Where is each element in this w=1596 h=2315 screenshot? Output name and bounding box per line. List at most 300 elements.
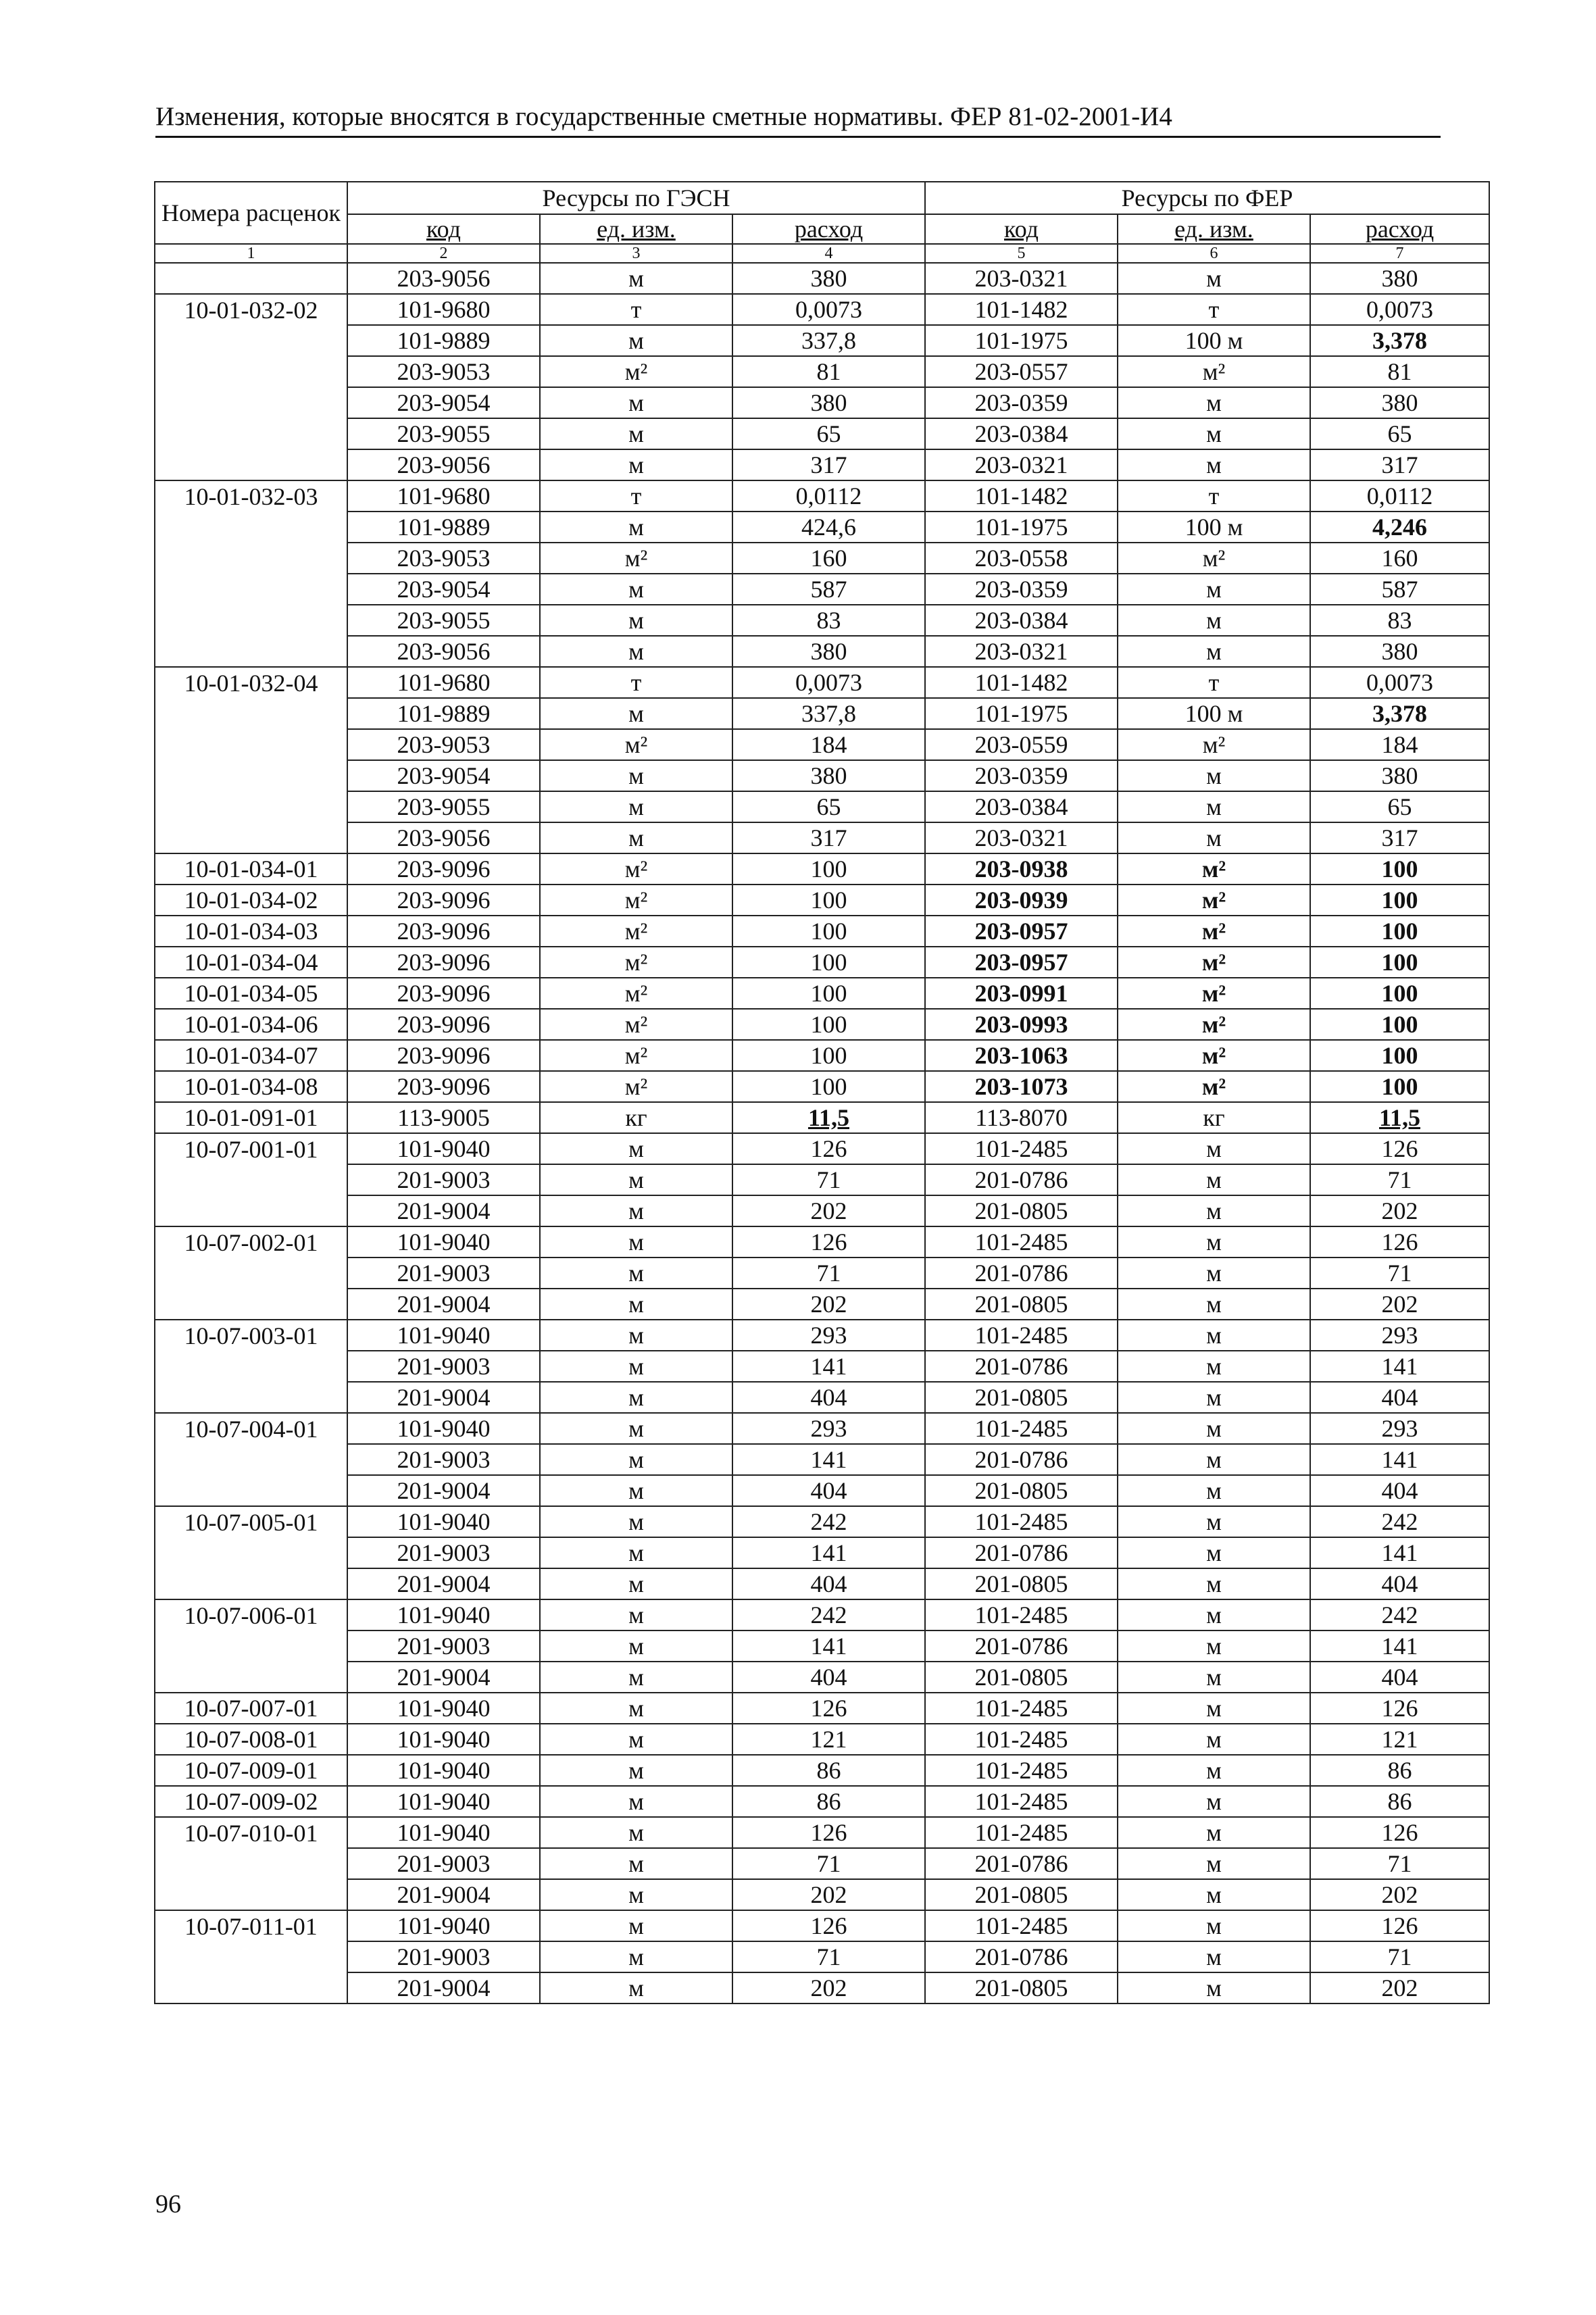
fer-unit-cell: т [1118,294,1310,325]
gesn-code-cell: 203-9056 [347,263,540,294]
fer-amount-cell: 100 [1310,947,1489,978]
table-row [155,636,1489,667]
fer-unit-cell: м² [1118,1071,1310,1102]
gesn-unit-cell: м [540,791,732,822]
fer-amount-cell: 100 [1310,853,1489,885]
rate-number-cell [155,574,347,605]
gesn-unit-cell: м [540,263,732,294]
fer-amount-cell: 100 [1310,1009,1489,1040]
gesn-amount-cell: 0,0112 [732,480,925,512]
fer-amount-cell: 0,0073 [1310,667,1489,698]
gesn-code-cell: 201-9003 [347,1537,540,1568]
fer-code-cell: 203-0939 [925,885,1118,916]
gesn-unit-cell: м [540,1351,732,1382]
gesn-amount-cell: 100 [732,1040,925,1071]
table-row [155,1195,1489,1226]
fer-unit-cell: м [1118,1475,1310,1506]
gesn-code-cell: 101-9040 [347,1320,540,1351]
col-number: 6 [1118,244,1310,263]
gesn-code-cell: 203-9056 [347,822,540,853]
fer-amount-cell: 4,246 [1310,512,1489,543]
table-row [155,1537,1489,1568]
col-number: 4 [732,244,925,263]
gesn-amount-cell: 202 [732,1972,925,2003]
fer-amount-cell: 160 [1310,543,1489,574]
gesn-amount-cell: 242 [732,1506,925,1537]
fer-unit-cell: м [1118,1972,1310,2003]
rate-number-cell: 10-07-008-01 [155,1724,347,1755]
gesn-code-cell: 201-9004 [347,1972,540,2003]
rate-number-cell: 10-07-003-01 [155,1320,347,1351]
gesn-unit-cell: м [540,1537,732,1568]
fer-code-cell: 203-0359 [925,574,1118,605]
table-row [155,480,1489,512]
table-row [155,449,1489,480]
gesn-amount-cell: 404 [732,1662,925,1693]
rate-number-cell [155,1631,347,1662]
resources-table [154,181,1490,2004]
fer-unit-cell: м [1118,449,1310,480]
rate-number-cell [155,1258,347,1289]
table-row [155,605,1489,636]
gesn-unit-cell: м [540,1755,732,1786]
rate-number-cell [155,1164,347,1195]
gesn-code-cell: 101-9040 [347,1506,540,1537]
fer-unit-cell: м² [1118,947,1310,978]
gesn-amount-cell: 202 [732,1195,925,1226]
gesn-code-cell: 201-9004 [347,1879,540,1910]
fer-amount-cell: 380 [1310,760,1489,791]
rate-number-cell [155,605,347,636]
rate-number-cell [155,729,347,760]
fer-code-cell: 203-0557 [925,356,1118,387]
gesn-amount-cell: 380 [732,760,925,791]
gesn-unit-cell: т [540,294,732,325]
table-row [155,1631,1489,1662]
fer-amount-cell: 202 [1310,1972,1489,2003]
table-row [155,1102,1489,1133]
rate-number-cell [155,791,347,822]
gesn-amount-cell: 293 [732,1413,925,1444]
table-row [155,853,1489,885]
rate-number-cell [155,1537,347,1568]
table-row [155,1071,1489,1102]
gesn-amount-cell: 86 [732,1755,925,1786]
fer-unit-cell: м [1118,1289,1310,1320]
table-row [155,1910,1489,1941]
table-row [155,1289,1489,1320]
fer-amount-cell: 65 [1310,791,1489,822]
fer-amount-cell: 100 [1310,978,1489,1009]
gesn-code-cell: 101-9889 [347,512,540,543]
fer-code-cell: 101-2485 [925,1413,1118,1444]
fer-amount-cell: 126 [1310,1910,1489,1941]
group-fer-header: Ресурсы по ФЕР [925,182,1489,214]
table-row [155,1475,1489,1506]
gesn-amount-cell: 202 [732,1879,925,1910]
fer-unit-cell: м [1118,1941,1310,1972]
gesn-unit-cell: м² [540,729,732,760]
fer-unit-cell: м [1118,1133,1310,1164]
gesn-code-cell: 201-9004 [347,1382,540,1413]
table-row [155,1599,1489,1631]
fer-amount-cell: 86 [1310,1786,1489,1817]
gesn-code-cell: 203-9053 [347,543,540,574]
fer-amount-cell: 141 [1310,1351,1489,1382]
subheader-fer-code: код [925,214,1118,244]
gesn-amount-cell: 160 [732,543,925,574]
gesn-code-cell: 101-9040 [347,1786,540,1817]
fer-unit-cell: м [1118,1258,1310,1289]
fer-amount-cell: 126 [1310,1226,1489,1258]
gesn-code-cell: 113-9005 [347,1102,540,1133]
fer-unit-cell: м [1118,1817,1310,1848]
gesn-unit-cell: м [540,698,732,729]
gesn-unit-cell: м [540,1910,732,1941]
gesn-unit-cell: м [540,1475,732,1506]
table-row [155,1320,1489,1351]
gesn-code-cell: 203-9096 [347,853,540,885]
table-row [155,1879,1489,1910]
gesn-unit-cell: м [540,1879,732,1910]
gesn-unit-cell: м² [540,885,732,916]
fer-code-cell: 101-2485 [925,1755,1118,1786]
gesn-unit-cell: м² [540,853,732,885]
fer-unit-cell: 100 м [1118,698,1310,729]
gesn-amount-cell: 141 [732,1444,925,1475]
gesn-code-cell: 201-9003 [347,1848,540,1879]
header-row-sub [155,214,1489,244]
fer-amount-cell: 71 [1310,1941,1489,1972]
rate-number-cell: 10-01-034-03 [155,916,347,947]
fer-amount-cell: 404 [1310,1568,1489,1599]
gesn-amount-cell: 65 [732,791,925,822]
fer-amount-cell: 404 [1310,1382,1489,1413]
fer-code-cell: 201-0805 [925,1382,1118,1413]
gesn-unit-cell: т [540,480,732,512]
gesn-code-cell: 101-9040 [347,1599,540,1631]
gesn-amount-cell: 404 [732,1568,925,1599]
rate-number-cell [155,449,347,480]
fer-unit-cell: м [1118,636,1310,667]
rate-number-cell: 10-01-034-04 [155,947,347,978]
gesn-amount-cell: 202 [732,1289,925,1320]
gesn-unit-cell: м [540,1320,732,1351]
fer-amount-cell: 141 [1310,1444,1489,1475]
fer-code-cell: 201-0786 [925,1351,1118,1382]
fer-amount-cell: 83 [1310,605,1489,636]
table-row [155,698,1489,729]
table-row [155,1226,1489,1258]
gesn-unit-cell: м [540,1724,732,1755]
gesn-amount-cell: 71 [732,1848,925,1879]
gesn-code-cell: 203-9096 [347,978,540,1009]
fer-unit-cell: м [1118,418,1310,449]
col-number: 2 [347,244,540,263]
gesn-code-cell: 201-9003 [347,1941,540,1972]
fer-amount-cell: 86 [1310,1755,1489,1786]
gesn-code-cell: 201-9004 [347,1568,540,1599]
gesn-unit-cell: м² [540,1071,732,1102]
fer-unit-cell: м [1118,1351,1310,1382]
table-row [155,760,1489,791]
gesn-amount-cell: 71 [732,1941,925,1972]
table-row [155,1693,1489,1724]
table-row [155,1817,1489,1848]
fer-unit-cell: м [1118,1444,1310,1475]
fer-amount-cell: 293 [1310,1413,1489,1444]
gesn-unit-cell: м [540,1506,732,1537]
gesn-amount-cell: 71 [732,1258,925,1289]
gesn-unit-cell: м [540,1133,732,1164]
gesn-unit-cell: м [540,1195,732,1226]
table-row [155,418,1489,449]
gesn-unit-cell: м [540,1662,732,1693]
rate-number-cell [155,325,347,356]
gesn-unit-cell: м [540,1693,732,1724]
gesn-amount-cell: 121 [732,1724,925,1755]
gesn-unit-cell: м [540,1568,732,1599]
table-row [155,978,1489,1009]
gesn-unit-cell: м [540,1413,732,1444]
fer-unit-cell: м² [1118,885,1310,916]
gesn-code-cell: 201-9004 [347,1195,540,1226]
rate-number-cell [155,543,347,574]
subheader-gesn-unit: ед. изм. [540,214,732,244]
table-row [155,1133,1489,1164]
fer-unit-cell: м [1118,1195,1310,1226]
gesn-amount-cell: 126 [732,1910,925,1941]
table-row [155,667,1489,698]
col-rate-numbers: Номера расценок [155,182,347,244]
fer-unit-cell: м [1118,1537,1310,1568]
gesn-amount-cell: 317 [732,822,925,853]
page-number: 96 [155,2190,181,2218]
header-row-column-numbers [155,244,1489,263]
table-row [155,791,1489,822]
rate-number-cell: 10-01-032-02 [155,294,347,325]
gesn-amount-cell: 83 [732,605,925,636]
fer-code-cell: 201-0805 [925,1972,1118,2003]
gesn-amount-cell: 404 [732,1475,925,1506]
fer-code-cell: 101-1975 [925,325,1118,356]
header-row-groups [155,182,1489,214]
table-row [155,729,1489,760]
fer-code-cell: 101-2485 [925,1226,1118,1258]
fer-code-cell: 201-0786 [925,1537,1118,1568]
gesn-amount-cell: 380 [732,636,925,667]
fer-code-cell: 101-2485 [925,1817,1118,1848]
fer-code-cell: 203-0384 [925,418,1118,449]
fer-amount-cell: 121 [1310,1724,1489,1755]
fer-amount-cell: 100 [1310,916,1489,947]
rate-number-cell [155,263,347,294]
gesn-amount-cell: 293 [732,1320,925,1351]
gesn-amount-cell: 0,0073 [732,667,925,698]
gesn-code-cell: 101-9040 [347,1413,540,1444]
gesn-unit-cell: м [540,1941,732,1972]
table-row [155,1848,1489,1879]
fer-unit-cell: м [1118,1662,1310,1693]
gesn-unit-cell: м [540,387,732,418]
rate-number-cell: 10-07-006-01 [155,1599,347,1631]
gesn-code-cell: 201-9003 [347,1351,540,1382]
rate-number-cell: 10-01-091-01 [155,1102,347,1133]
fer-code-cell: 101-2485 [925,1133,1118,1164]
fer-amount-cell: 202 [1310,1195,1489,1226]
fer-amount-cell: 0,0073 [1310,294,1489,325]
table-row [155,543,1489,574]
gesn-code-cell: 203-9054 [347,760,540,791]
table-row [155,1506,1489,1537]
fer-unit-cell: т [1118,667,1310,698]
gesn-amount-cell: 100 [732,1009,925,1040]
fer-code-cell: 201-0805 [925,1568,1118,1599]
fer-code-cell: 203-0957 [925,947,1118,978]
gesn-unit-cell: м² [540,978,732,1009]
fer-code-cell: 101-2485 [925,1320,1118,1351]
fer-code-cell: 101-1482 [925,294,1118,325]
fer-code-cell: 201-0786 [925,1164,1118,1195]
fer-unit-cell: м [1118,1226,1310,1258]
fer-amount-cell: 81 [1310,356,1489,387]
gesn-code-cell: 101-9040 [347,1755,540,1786]
gesn-code-cell: 203-9096 [347,1009,540,1040]
gesn-unit-cell: м² [540,356,732,387]
rate-number-cell [155,1382,347,1413]
gesn-amount-cell: 141 [732,1537,925,1568]
table-row [155,1444,1489,1475]
col-number: 7 [1310,244,1489,263]
fer-amount-cell: 126 [1310,1693,1489,1724]
gesn-unit-cell: м [540,1164,732,1195]
fer-amount-cell: 141 [1310,1631,1489,1662]
subheader-fer-unit: ед. изм. [1118,214,1310,244]
gesn-code-cell: 203-9096 [347,916,540,947]
gesn-amount-cell: 81 [732,356,925,387]
fer-code-cell: 201-0786 [925,1631,1118,1662]
gesn-unit-cell: м² [540,947,732,978]
table-row [155,1413,1489,1444]
gesn-code-cell: 203-9096 [347,885,540,916]
fer-code-cell: 113-8070 [925,1102,1118,1133]
gesn-amount-cell: 141 [732,1351,925,1382]
fer-amount-cell: 317 [1310,449,1489,480]
rate-number-cell [155,698,347,729]
table-row [155,1009,1489,1040]
fer-amount-cell: 0,0112 [1310,480,1489,512]
col-number: 3 [540,244,732,263]
rate-number-cell [155,760,347,791]
gesn-amount-cell: 126 [732,1226,925,1258]
fer-code-cell: 201-0786 [925,1941,1118,1972]
fer-amount-cell: 11,5 [1310,1102,1489,1133]
gesn-amount-cell: 71 [732,1164,925,1195]
fer-amount-cell: 404 [1310,1475,1489,1506]
fer-code-cell: 101-2485 [925,1724,1118,1755]
table-row [155,1755,1489,1786]
fer-amount-cell: 71 [1310,1164,1489,1195]
fer-unit-cell: м [1118,1506,1310,1537]
gesn-unit-cell: м [540,418,732,449]
rate-number-cell [155,1972,347,2003]
gesn-code-cell: 203-9096 [347,1071,540,1102]
gesn-code-cell: 101-9040 [347,1133,540,1164]
fer-code-cell: 201-0786 [925,1444,1118,1475]
fer-unit-cell: м [1118,574,1310,605]
gesn-code-cell: 203-9055 [347,791,540,822]
fer-code-cell: 101-1482 [925,480,1118,512]
fer-unit-cell: м² [1118,1009,1310,1040]
fer-code-cell: 201-0786 [925,1258,1118,1289]
fer-code-cell: 101-2485 [925,1910,1118,1941]
gesn-code-cell: 203-9096 [347,1040,540,1071]
gesn-code-cell: 101-9040 [347,1817,540,1848]
gesn-unit-cell: м [540,1972,732,2003]
gesn-code-cell: 101-9680 [347,480,540,512]
gesn-code-cell: 203-9054 [347,574,540,605]
fer-amount-cell: 126 [1310,1133,1489,1164]
gesn-code-cell: 201-9003 [347,1444,540,1475]
fer-code-cell: 203-0321 [925,822,1118,853]
fer-unit-cell: м [1118,387,1310,418]
fer-amount-cell: 100 [1310,885,1489,916]
fer-unit-cell: м [1118,1382,1310,1413]
fer-amount-cell: 380 [1310,387,1489,418]
rate-number-cell: 10-07-002-01 [155,1226,347,1258]
fer-unit-cell: м² [1118,978,1310,1009]
fer-amount-cell: 3,378 [1310,325,1489,356]
fer-amount-cell: 380 [1310,636,1489,667]
rate-number-cell [155,1879,347,1910]
fer-code-cell: 203-0957 [925,916,1118,947]
gesn-code-cell: 201-9004 [347,1662,540,1693]
rate-number-cell [155,1475,347,1506]
gesn-amount-cell: 100 [732,916,925,947]
fer-code-cell: 203-0938 [925,853,1118,885]
fer-code-cell: 101-1975 [925,512,1118,543]
fer-code-cell: 203-0359 [925,387,1118,418]
gesn-amount-cell: 100 [732,885,925,916]
rate-number-cell [155,356,347,387]
fer-amount-cell: 3,378 [1310,698,1489,729]
fer-amount-cell: 242 [1310,1506,1489,1537]
gesn-amount-cell: 317 [732,449,925,480]
rate-number-cell: 10-01-034-05 [155,978,347,1009]
gesn-amount-cell: 337,8 [732,698,925,729]
subheader-fer-amount: расход [1310,214,1489,244]
fer-unit-cell: м [1118,1724,1310,1755]
gesn-unit-cell: м [540,1817,732,1848]
fer-unit-cell: м² [1118,356,1310,387]
rate-number-cell: 10-07-009-02 [155,1786,347,1817]
fer-code-cell: 203-0321 [925,263,1118,294]
fer-code-cell: 101-2485 [925,1599,1118,1631]
rate-number-cell: 10-07-011-01 [155,1910,347,1941]
gesn-unit-cell: м [540,1599,732,1631]
table-row [155,1040,1489,1071]
gesn-code-cell: 203-9056 [347,636,540,667]
fer-amount-cell: 380 [1310,263,1489,294]
rate-number-cell [155,1662,347,1693]
gesn-unit-cell: кг [540,1102,732,1133]
fer-code-cell: 203-0559 [925,729,1118,760]
gesn-code-cell: 101-9040 [347,1693,540,1724]
gesn-amount-cell: 424,6 [732,512,925,543]
gesn-unit-cell: т [540,667,732,698]
fer-code-cell: 201-0805 [925,1475,1118,1506]
fer-amount-cell: 71 [1310,1848,1489,1879]
